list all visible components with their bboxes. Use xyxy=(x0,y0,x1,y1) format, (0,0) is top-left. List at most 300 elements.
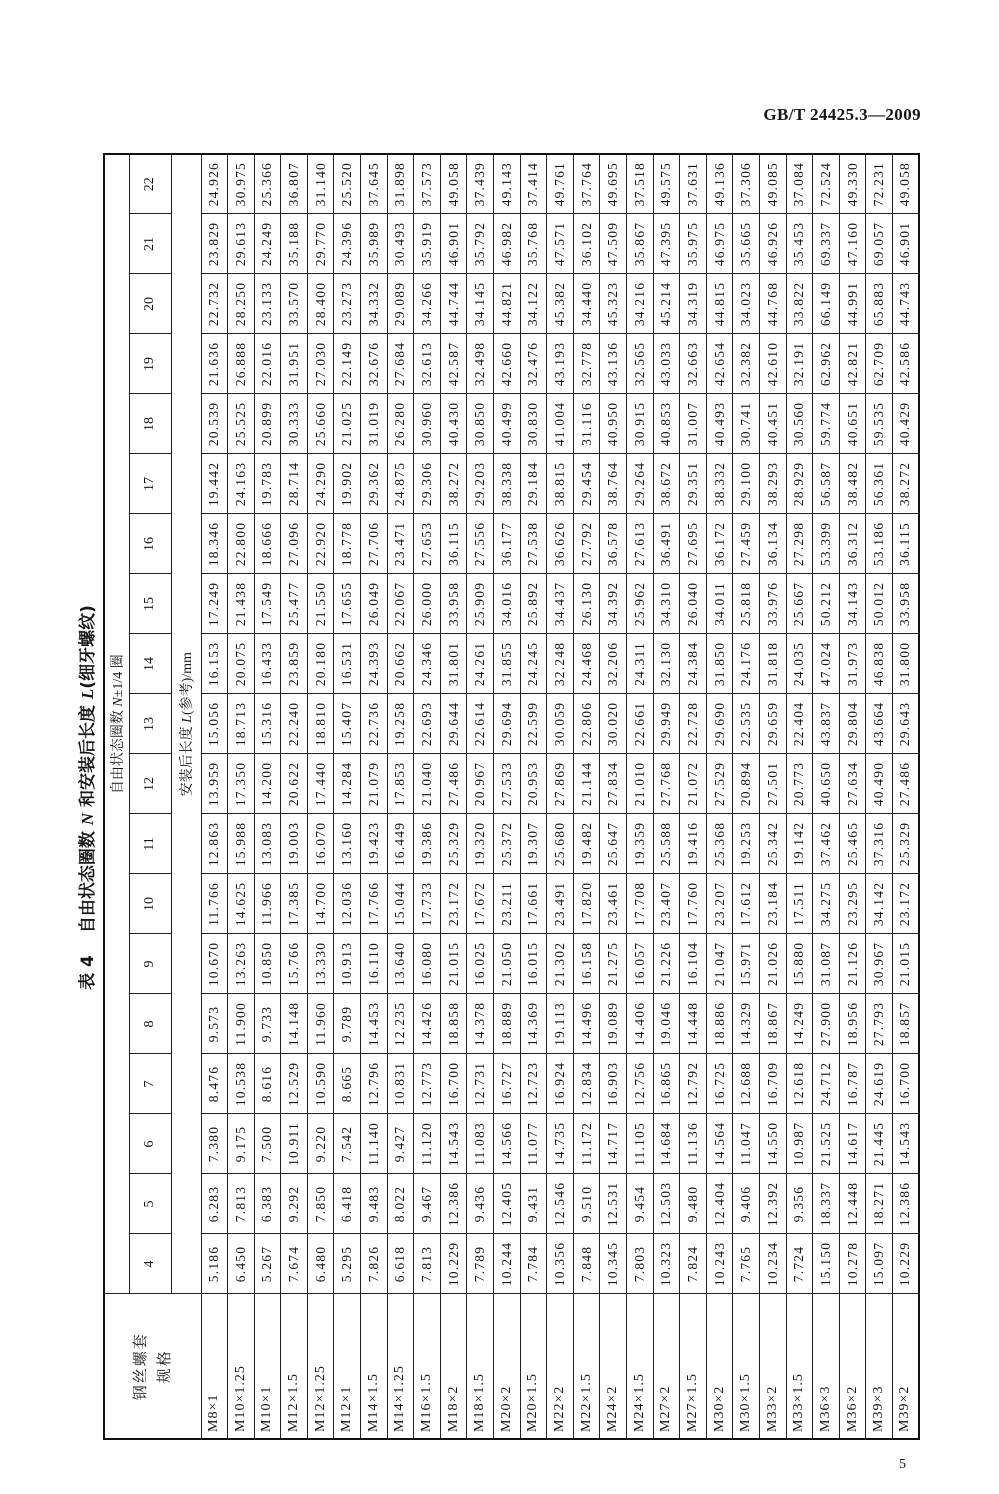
column-header-22: 22 xyxy=(129,154,171,214)
value-cell: 44.991 xyxy=(839,274,866,334)
value-cell: 30.830 xyxy=(520,394,547,454)
value-cell: 27.792 xyxy=(573,514,600,574)
value-cell: 18.810 xyxy=(307,694,334,754)
value-cell: 20.539 xyxy=(201,394,228,454)
spec-cell: M18×2 xyxy=(440,1294,467,1439)
value-cell: 44.815 xyxy=(706,274,733,334)
spec-cell: M22×1.5 xyxy=(573,1294,600,1439)
value-cell: 9.510 xyxy=(573,1174,600,1234)
value-cell: 69.057 xyxy=(866,214,893,274)
value-cell: 19.253 xyxy=(733,814,760,874)
value-cell: 24.290 xyxy=(307,454,334,514)
value-cell: 9.292 xyxy=(281,1174,308,1234)
value-cell: 16.057 xyxy=(627,934,654,994)
value-cell: 25.818 xyxy=(733,574,760,634)
value-cell: 14.406 xyxy=(627,994,654,1054)
value-cell: 17.760 xyxy=(680,874,707,934)
value-cell: 31.087 xyxy=(813,934,840,994)
value-cell: 20.662 xyxy=(387,634,414,694)
table-row xyxy=(281,154,308,1439)
table-row xyxy=(706,154,733,1439)
value-cell: 31.800 xyxy=(892,634,919,694)
value-cell: 17.350 xyxy=(228,754,255,814)
value-cell: 17.708 xyxy=(627,874,654,934)
value-cell: 34.023 xyxy=(733,274,760,334)
value-cell: 27.768 xyxy=(653,754,680,814)
value-cell: 10.911 xyxy=(281,1114,308,1174)
spec-cell: M10×1.25 xyxy=(228,1294,255,1439)
value-cell: 36.134 xyxy=(759,514,786,574)
value-cell: 32.676 xyxy=(361,334,388,394)
value-cell: 14.550 xyxy=(759,1114,786,1174)
value-cell: 23.172 xyxy=(892,874,919,934)
value-cell: 12.405 xyxy=(494,1174,521,1234)
value-cell: 10.234 xyxy=(759,1234,786,1294)
value-cell: 10.345 xyxy=(600,1234,627,1294)
value-cell: 49.085 xyxy=(759,154,786,214)
value-cell: 27.900 xyxy=(813,994,840,1054)
value-cell: 29.089 xyxy=(387,274,414,334)
value-cell: 7.813 xyxy=(414,1234,441,1294)
value-cell: 6.480 xyxy=(307,1234,334,1294)
value-cell: 12.756 xyxy=(627,1054,654,1114)
table-row xyxy=(414,154,441,1439)
value-cell: 12.386 xyxy=(440,1174,467,1234)
value-cell: 7.542 xyxy=(334,1114,361,1174)
value-cell: 29.804 xyxy=(839,694,866,754)
value-cell: 12.503 xyxy=(653,1174,680,1234)
value-cell: 12.863 xyxy=(201,814,228,874)
value-cell: 49.136 xyxy=(706,154,733,214)
spec-cell: M33×1.5 xyxy=(786,1294,813,1439)
value-cell: 37.645 xyxy=(361,154,388,214)
value-cell: 35.989 xyxy=(361,214,388,274)
spec-header xyxy=(104,1294,201,1439)
value-cell: 30.741 xyxy=(733,394,760,454)
value-cell: 21.226 xyxy=(653,934,680,994)
value-cell: 11.083 xyxy=(467,1114,494,1174)
value-cell: 29.100 xyxy=(733,454,760,514)
spec-cell: M30×1.5 xyxy=(733,1294,760,1439)
value-cell: 21.275 xyxy=(600,934,627,994)
value-cell: 35.768 xyxy=(520,214,547,274)
value-cell: 37.084 xyxy=(786,154,813,214)
spec-cell: M27×2 xyxy=(653,1294,680,1439)
value-cell: 33.570 xyxy=(281,274,308,334)
value-cell: 29.643 xyxy=(892,694,919,754)
value-cell: 56.587 xyxy=(813,454,840,514)
value-cell: 8.022 xyxy=(387,1174,414,1234)
value-cell: 9.356 xyxy=(786,1174,813,1234)
value-cell: 21.550 xyxy=(307,574,334,634)
value-cell: 11.105 xyxy=(627,1114,654,1174)
value-cell: 9.406 xyxy=(733,1174,760,1234)
value-cell: 31.116 xyxy=(573,394,600,454)
column-header-11: 11 xyxy=(129,814,171,874)
value-cell: 16.110 xyxy=(361,934,388,994)
value-cell: 22.732 xyxy=(201,274,228,334)
spec-cell: M8×1 xyxy=(201,1294,228,1439)
spec-cell: M24×1.5 xyxy=(627,1294,654,1439)
turns-header-suffix: ±1/4 圈 xyxy=(110,654,126,698)
spec-cell: M12×1.5 xyxy=(281,1294,308,1439)
value-cell: 18.346 xyxy=(201,514,228,574)
value-cell: 24.245 xyxy=(520,634,547,694)
value-cell: 38.293 xyxy=(759,454,786,514)
value-cell: 26.000 xyxy=(414,574,441,634)
value-cell: 11.136 xyxy=(680,1114,707,1174)
table-row xyxy=(733,154,760,1439)
table-row xyxy=(600,154,627,1439)
value-cell: 17.655 xyxy=(334,574,361,634)
value-cell: 15.044 xyxy=(387,874,414,934)
value-cell: 9.467 xyxy=(414,1174,441,1234)
value-cell: 26.049 xyxy=(361,574,388,634)
value-cell: 47.024 xyxy=(813,634,840,694)
value-cell: 27.869 xyxy=(547,754,574,814)
value-cell: 12.529 xyxy=(281,1054,308,1114)
value-cell: 27.834 xyxy=(600,754,627,814)
value-cell: 9.789 xyxy=(334,994,361,1054)
table-number: 表 4 xyxy=(78,955,98,990)
value-cell: 40.651 xyxy=(839,394,866,454)
value-cell: 24.619 xyxy=(866,1054,893,1114)
value-cell: 36.115 xyxy=(440,514,467,574)
value-cell: 20.967 xyxy=(467,754,494,814)
value-cell: 7.674 xyxy=(281,1234,308,1294)
value-cell: 33.958 xyxy=(440,574,467,634)
value-cell: 11.766 xyxy=(201,874,228,934)
value-cell: 42.654 xyxy=(706,334,733,394)
value-cell: 24.176 xyxy=(733,634,760,694)
value-cell: 27.706 xyxy=(361,514,388,574)
value-cell: 12.531 xyxy=(600,1174,627,1234)
value-cell: 7.724 xyxy=(786,1234,813,1294)
value-cell: 17.733 xyxy=(414,874,441,934)
value-cell: 27.538 xyxy=(520,514,547,574)
value-cell: 33.976 xyxy=(759,574,786,634)
value-cell: 19.902 xyxy=(334,454,361,514)
value-cell: 24.396 xyxy=(334,214,361,274)
value-cell: 14.453 xyxy=(361,994,388,1054)
value-cell: 40.499 xyxy=(494,394,521,454)
value-cell: 27.556 xyxy=(467,514,494,574)
value-cell: 16.700 xyxy=(892,1054,919,1114)
value-cell: 30.020 xyxy=(600,694,627,754)
value-cell: 34.216 xyxy=(627,274,654,334)
value-cell: 33.958 xyxy=(892,574,919,634)
value-cell: 30.975 xyxy=(228,154,255,214)
value-cell: 27.501 xyxy=(759,754,786,814)
value-cell: 13.330 xyxy=(307,934,334,994)
value-cell: 25.372 xyxy=(494,814,521,874)
value-cell: 22.404 xyxy=(786,694,813,754)
value-cell: 10.356 xyxy=(547,1234,574,1294)
value-cell: 49.695 xyxy=(600,154,627,214)
value-cell: 28.250 xyxy=(228,274,255,334)
spec-cell: M22×2 xyxy=(547,1294,574,1439)
page-number: 5 xyxy=(899,1457,906,1472)
value-cell: 17.853 xyxy=(387,754,414,814)
value-cell: 31.818 xyxy=(759,634,786,694)
value-cell: 27.459 xyxy=(733,514,760,574)
value-cell: 22.599 xyxy=(520,694,547,754)
value-cell: 34.440 xyxy=(573,274,600,334)
value-cell: 32.191 xyxy=(786,334,813,394)
value-cell: 29.203 xyxy=(467,454,494,514)
spec-cell: M33×2 xyxy=(759,1294,786,1439)
value-cell: 29.264 xyxy=(627,454,654,514)
value-cell: 27.298 xyxy=(786,514,813,574)
table-row xyxy=(547,154,574,1439)
spec-cell: M12×1 xyxy=(334,1294,361,1439)
spec-cell: M36×3 xyxy=(813,1294,840,1439)
value-cell: 35.188 xyxy=(281,214,308,274)
value-cell: 7.765 xyxy=(733,1234,760,1294)
value-cell: 9.431 xyxy=(520,1174,547,1234)
spec-cell: M39×2 xyxy=(892,1294,919,1439)
value-cell: 25.909 xyxy=(467,574,494,634)
caption-text: 自由状态圈数 xyxy=(78,825,98,934)
value-cell: 40.490 xyxy=(866,754,893,814)
value-cell: 25.667 xyxy=(786,574,813,634)
value-cell: 19.482 xyxy=(573,814,600,874)
value-cell: 16.700 xyxy=(440,1054,467,1114)
value-cell: 34.122 xyxy=(520,274,547,334)
value-cell: 28.714 xyxy=(281,454,308,514)
value-cell: 21.126 xyxy=(839,934,866,994)
value-cell: 16.709 xyxy=(759,1054,786,1114)
value-cell: 29.659 xyxy=(759,694,786,754)
value-cell: 12.392 xyxy=(759,1174,786,1234)
value-cell: 19.783 xyxy=(254,454,281,514)
value-cell: 27.653 xyxy=(414,514,441,574)
value-cell: 16.015 xyxy=(520,934,547,994)
value-cell: 27.486 xyxy=(440,754,467,814)
value-cell: 15.880 xyxy=(786,934,813,994)
value-cell: 12.235 xyxy=(387,994,414,1054)
value-cell: 35.792 xyxy=(467,214,494,274)
value-cell: 45.323 xyxy=(600,274,627,334)
table-row xyxy=(520,154,547,1439)
value-cell: 7.500 xyxy=(254,1114,281,1174)
spec-cell: M10×1 xyxy=(254,1294,281,1439)
value-cell: 11.140 xyxy=(361,1114,388,1174)
table-body xyxy=(201,154,919,1439)
value-cell: 16.153 xyxy=(201,634,228,694)
value-cell: 36.172 xyxy=(706,514,733,574)
value-cell: 13.083 xyxy=(254,814,281,874)
column-header-15: 15 xyxy=(129,574,171,634)
value-cell: 19.423 xyxy=(361,814,388,874)
value-cell: 21.015 xyxy=(440,934,467,994)
value-cell: 19.046 xyxy=(653,994,680,1054)
value-cell: 29.613 xyxy=(228,214,255,274)
value-cell: 14.378 xyxy=(467,994,494,1054)
value-cell: 53.186 xyxy=(866,514,893,574)
value-cell: 24.393 xyxy=(361,634,388,694)
value-cell: 23.491 xyxy=(547,874,574,934)
value-cell: 12.688 xyxy=(733,1054,760,1114)
value-cell: 14.249 xyxy=(786,994,813,1054)
value-cell: 21.025 xyxy=(334,394,361,454)
value-cell: 50.012 xyxy=(866,574,893,634)
value-cell: 23.133 xyxy=(254,274,281,334)
value-cell: 36.177 xyxy=(494,514,521,574)
value-cell: 23.172 xyxy=(440,874,467,934)
table-row xyxy=(839,154,866,1439)
value-cell: 62.709 xyxy=(866,334,893,394)
value-cell: 34.275 xyxy=(813,874,840,934)
value-cell: 34.319 xyxy=(680,274,707,334)
value-cell: 24.468 xyxy=(573,634,600,694)
length-header xyxy=(171,154,201,1294)
value-cell: 10.229 xyxy=(892,1234,919,1294)
value-cell: 8.616 xyxy=(254,1054,281,1114)
value-cell: 17.612 xyxy=(733,874,760,934)
value-cell: 14.448 xyxy=(680,994,707,1054)
table-row xyxy=(892,154,919,1439)
table-row xyxy=(653,154,680,1439)
value-cell: 42.587 xyxy=(440,334,467,394)
value-cell: 50.212 xyxy=(813,574,840,634)
value-cell: 18.666 xyxy=(254,514,281,574)
value-cell: 29.184 xyxy=(520,454,547,514)
value-cell: 40.650 xyxy=(813,754,840,814)
value-cell: 25.892 xyxy=(520,574,547,634)
value-cell: 14.200 xyxy=(254,754,281,814)
value-cell: 17.249 xyxy=(201,574,228,634)
value-cell: 18.271 xyxy=(866,1174,893,1234)
value-cell: 32.206 xyxy=(600,634,627,694)
value-cell: 27.684 xyxy=(387,334,414,394)
value-cell: 35.919 xyxy=(414,214,441,274)
value-cell: 21.040 xyxy=(414,754,441,814)
value-cell: 12.036 xyxy=(334,874,361,934)
value-cell: 11.077 xyxy=(520,1114,547,1174)
value-cell: 38.332 xyxy=(706,454,733,514)
value-cell: 19.003 xyxy=(281,814,308,874)
value-cell: 10.850 xyxy=(254,934,281,994)
value-cell: 22.693 xyxy=(414,694,441,754)
value-cell: 40.430 xyxy=(440,394,467,454)
value-cell: 14.625 xyxy=(228,874,255,934)
value-cell: 34.310 xyxy=(653,574,680,634)
value-cell: 15.407 xyxy=(334,694,361,754)
column-header-7: 7 xyxy=(129,1054,171,1114)
value-cell: 23.859 xyxy=(281,634,308,694)
value-cell: 32.565 xyxy=(627,334,654,394)
value-cell: 17.385 xyxy=(281,874,308,934)
value-cell: 44.821 xyxy=(494,274,521,334)
value-cell: 37.631 xyxy=(680,154,707,214)
value-cell: 30.967 xyxy=(866,934,893,994)
value-cell: 22.535 xyxy=(733,694,760,754)
value-cell: 27.030 xyxy=(307,334,334,394)
value-cell: 25.525 xyxy=(228,394,255,454)
value-cell: 42.610 xyxy=(759,334,786,394)
value-cell: 25.366 xyxy=(254,154,281,214)
value-cell: 18.778 xyxy=(334,514,361,574)
value-cell: 31.140 xyxy=(307,154,334,214)
value-cell: 22.661 xyxy=(627,694,654,754)
value-cell: 25.329 xyxy=(892,814,919,874)
value-cell: 32.613 xyxy=(414,334,441,394)
table-row xyxy=(387,154,414,1439)
spec-cell: M39×3 xyxy=(866,1294,893,1439)
table-row xyxy=(680,154,707,1439)
table-row xyxy=(440,154,467,1439)
value-cell: 31.019 xyxy=(361,394,388,454)
value-cell: 11.900 xyxy=(228,994,255,1054)
table-row xyxy=(759,154,786,1439)
value-cell: 8.476 xyxy=(201,1054,228,1114)
value-cell: 21.015 xyxy=(892,934,919,994)
value-cell: 9.573 xyxy=(201,994,228,1054)
value-cell: 46.975 xyxy=(706,214,733,274)
value-cell: 16.725 xyxy=(706,1054,733,1114)
value-cell: 13.959 xyxy=(201,754,228,814)
value-cell: 11.120 xyxy=(414,1114,441,1174)
value-cell: 16.158 xyxy=(573,934,600,994)
value-cell: 24.875 xyxy=(387,454,414,514)
column-header-13: 13 xyxy=(129,694,171,754)
value-cell: 13.640 xyxy=(387,934,414,994)
caption-text: 和安装后长度 xyxy=(78,699,98,813)
value-cell: 24.035 xyxy=(786,634,813,694)
value-cell: 47.571 xyxy=(547,214,574,274)
value-cell: 9.733 xyxy=(254,994,281,1054)
value-cell: 49.058 xyxy=(892,154,919,214)
value-cell: 12.546 xyxy=(547,1174,574,1234)
table-caption xyxy=(60,155,103,1440)
value-cell: 9.483 xyxy=(361,1174,388,1234)
column-header-14: 14 xyxy=(129,634,171,694)
value-cell: 47.509 xyxy=(600,214,627,274)
value-cell: 7.826 xyxy=(361,1234,388,1294)
value-cell: 26.280 xyxy=(387,394,414,454)
value-cell: 25.647 xyxy=(600,814,627,874)
value-cell: 24.712 xyxy=(813,1054,840,1114)
value-cell: 14.543 xyxy=(440,1114,467,1174)
value-cell: 43.837 xyxy=(813,694,840,754)
spec-cell: M24×2 xyxy=(600,1294,627,1439)
value-cell: 15.316 xyxy=(254,694,281,754)
value-cell: 11.966 xyxy=(254,874,281,934)
value-cell: 23.295 xyxy=(839,874,866,934)
value-cell: 31.951 xyxy=(281,334,308,394)
spec-cell: M27×1.5 xyxy=(680,1294,707,1439)
value-cell: 36.807 xyxy=(281,154,308,214)
value-cell: 16.531 xyxy=(334,634,361,694)
value-cell: 14.496 xyxy=(573,994,600,1054)
table-row xyxy=(254,154,281,1439)
value-cell: 18.713 xyxy=(228,694,255,754)
value-cell: 12.404 xyxy=(706,1174,733,1234)
value-cell: 15.150 xyxy=(813,1234,840,1294)
turns-header xyxy=(104,154,129,1294)
value-cell: 9.436 xyxy=(467,1174,494,1234)
value-cell: 17.440 xyxy=(307,754,334,814)
value-cell: 27.695 xyxy=(680,514,707,574)
value-cell: 43.193 xyxy=(547,334,574,394)
value-cell: 16.070 xyxy=(307,814,334,874)
value-cell: 21.445 xyxy=(866,1114,893,1174)
value-cell: 19.442 xyxy=(201,454,228,514)
value-cell: 22.920 xyxy=(307,514,334,574)
value-cell: 34.142 xyxy=(866,874,893,934)
value-cell: 49.143 xyxy=(494,154,521,214)
